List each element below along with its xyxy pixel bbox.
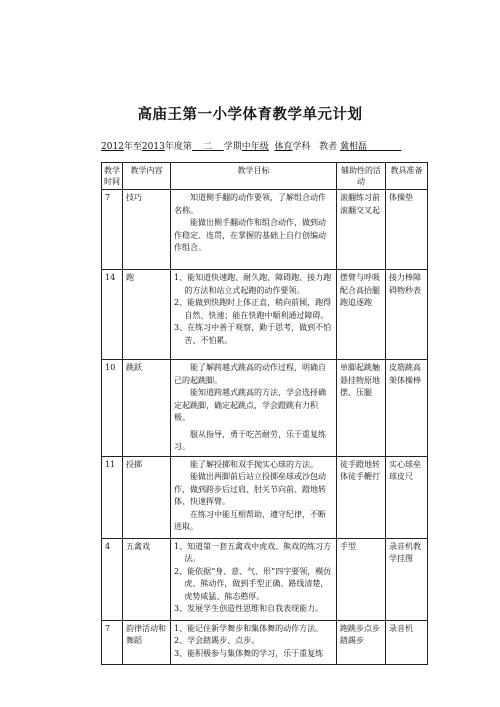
row-aux: 单脚起跳触悬挂物原地摆、压腿 xyxy=(337,360,386,457)
row-aux: 跑跳步点步踏踢步 xyxy=(337,620,386,664)
table-row xyxy=(102,360,428,457)
document-title: 高庙王第一小学体育教学单元计划 xyxy=(137,106,363,123)
unit-plan-table xyxy=(101,162,428,665)
teacher-name: 冀相磊 xyxy=(340,142,368,152)
row-aux: 手型 xyxy=(337,538,386,620)
meta-text-a: 年至 xyxy=(123,142,142,152)
row-content: 跳跃 xyxy=(123,360,171,457)
row-goal: 1、能记住新学舞步和集体舞的动作方法。 2、学会踏踢步、点步。 3、能积极参与集体舞的学习，乐于重复练 xyxy=(171,620,337,664)
table-row xyxy=(102,190,428,270)
row-goal: 能了解投掷和双手抛实心球的方法。 能做出两脚前后站立投掷垒球或沙包动作，做到跨步后过肩、肘关节向前、蹬地转体、快速挥臂。 在练习中能互相帮助，遵守纪律，不断进取。 xyxy=(171,456,337,538)
row-goal: 知道侧手翻的动作要领，了解组合动作名称。 能做出侧手翻动作和组合动作，做到动作稳定、连贯，在掌握的基础上自行创编动作组合。 xyxy=(171,190,337,270)
row-hours: 10 xyxy=(102,360,123,457)
table-row xyxy=(102,538,428,620)
row-content: 投掷 xyxy=(123,456,171,538)
semester-number: 二 xyxy=(203,142,213,152)
meta-text-d: 学科 xyxy=(292,142,311,152)
row-hours: 4 xyxy=(102,538,123,620)
row-aux: 徒手蹬地转体徒手鞭打 xyxy=(337,456,386,538)
row-goal: 1、知道第一套五禽戏中虎戏、熊戏的练习方法。 2、能依据“身、意、气、形”四字要领，模仿虎、熊动作，做到手型正确、路线清楚，虎势威猛、熊态憨厚。 3、发展学生创造性思维和自我表现能力。 xyxy=(171,538,337,620)
table-row xyxy=(102,620,428,664)
plan-meta-line xyxy=(101,139,401,152)
row-content: 跑 xyxy=(123,270,171,360)
meta-text-e: 教者 xyxy=(319,142,338,152)
row-hours: 7 xyxy=(102,190,123,270)
row-tools: 录音机 xyxy=(386,620,428,664)
row-tools: 体操垫 xyxy=(386,190,428,270)
row-hours: 14 xyxy=(102,270,123,360)
header-hours: 教学时间 xyxy=(102,163,123,190)
row-content: 五禽戏 xyxy=(123,538,171,620)
start-year: 2012 xyxy=(101,142,124,152)
row-goal: 1、能知道快速跑、耐久跑、障碍跑、接力跑的方法和站立式起跑的动作要领。 2、能做到快跑时上体正直，稍向前倾，跑得自然、快速；能在快跑中顺利通过障碍。 3、在练习中善于观察，勤于思考，做到不怕苦、不怕累。 xyxy=(171,270,337,360)
row-tools: 录音机教学挂图 xyxy=(386,538,428,620)
meta-text-b: 年度第 xyxy=(164,142,192,152)
row-tools: 实心球垒球皮尺 xyxy=(386,456,428,538)
header-tools: 教具准备 xyxy=(386,163,428,190)
row-content: 韵律活动和舞蹈 xyxy=(123,620,171,664)
row-hours: 7 xyxy=(102,620,123,664)
meta-text-c: 学期 xyxy=(223,142,242,152)
row-tools: 接力棒障碍物秒表 xyxy=(386,270,428,360)
end-year: 2013 xyxy=(141,142,165,152)
row-aux: 摆臂与呼吸配合高抬腿跑追逐跑 xyxy=(337,270,386,360)
row-goal: 能了解跨越式跳高的动作过程，明确自己的起跳脚。 能知道跨越式跳高的方法，学会选择确定起跳脚，确定起跳点，学会蹬跳有力积极。 服从指导，勇于吃苦耐劳，乐于重复练习。 xyxy=(171,360,337,457)
grade-level: 中年级 xyxy=(241,142,269,152)
table-row xyxy=(102,270,428,360)
table-row xyxy=(102,456,428,538)
header-goal: 教学目标 xyxy=(171,163,337,190)
row-content: 技巧 xyxy=(123,190,171,270)
table-header-row xyxy=(102,163,428,190)
header-content: 教学内容 xyxy=(123,163,171,190)
header-aux: 辅助性的活动 xyxy=(337,163,386,190)
row-aux: 滚翻练习前滚翻交叉起 xyxy=(337,190,386,270)
row-hours: 11 xyxy=(102,456,123,538)
subject-name: 体育 xyxy=(274,142,293,152)
row-tools: 皮筋跳高架体操棒 xyxy=(386,360,428,457)
